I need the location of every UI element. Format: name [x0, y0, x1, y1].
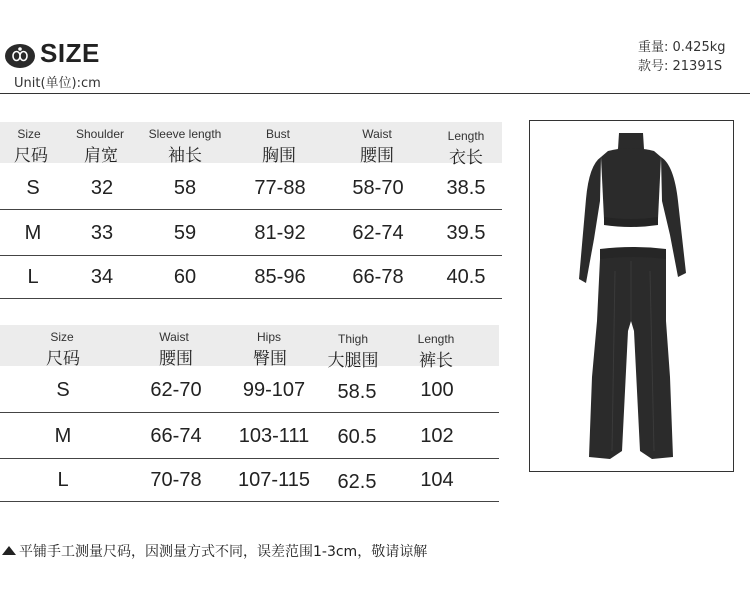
- measurement-note: [2, 541, 427, 561]
- header-en: Waist: [159, 330, 189, 344]
- header-zh: 腰围: [360, 146, 394, 166]
- table-cell: 100: [420, 379, 454, 401]
- table-cell: S: [26, 177, 40, 199]
- table-cell: 58.5: [337, 381, 377, 403]
- table-cell: 62-70: [150, 379, 202, 401]
- brand-logo-icon: [4, 42, 36, 70]
- table-cell: 58: [173, 177, 197, 199]
- header-en: Thigh: [337, 332, 369, 346]
- header-zh: 胸围: [262, 146, 296, 166]
- header-en: Waist: [362, 127, 392, 141]
- bottom-size-table: [0, 325, 499, 505]
- table-cell: 66-74: [150, 425, 202, 447]
- table-cell: 60.5: [337, 426, 377, 448]
- table-cell: 81-92: [254, 222, 306, 244]
- triangle-up-icon: [2, 546, 16, 555]
- table-cell: 40.5: [446, 266, 486, 288]
- table-cell: 38.5: [446, 177, 486, 199]
- table-cell: 107-115: [238, 469, 310, 491]
- header-en: Hips: [256, 330, 282, 344]
- table-cell: 62.5: [337, 471, 377, 493]
- table-cell: 70-78: [150, 469, 202, 491]
- table-cell: 99-107: [242, 379, 306, 401]
- table-cell: 39.5: [446, 222, 486, 244]
- table-cell: L: [27, 266, 39, 288]
- header-zh: 臀围: [253, 349, 287, 369]
- top-size-table: [0, 122, 502, 300]
- header-zh: 肩宽: [84, 146, 118, 166]
- product-photo-frame: [529, 120, 734, 472]
- outfit-illustration: [530, 121, 733, 471]
- header-zh: 大腿围: [327, 351, 379, 371]
- table-cell: 59: [173, 222, 197, 244]
- header-en: Length: [417, 332, 455, 346]
- table-cell: 85-96: [254, 266, 306, 288]
- row-divider: [0, 412, 499, 413]
- table-cell: 32: [90, 177, 114, 199]
- table-cell: S: [56, 379, 70, 401]
- table-cell: 60: [173, 266, 197, 288]
- header-zh: 尺码: [46, 349, 80, 369]
- table-cell: 66-78: [352, 266, 404, 288]
- table-cell: 58-70: [352, 177, 404, 199]
- table-cell: M: [24, 222, 42, 244]
- header-zh: 衣长: [449, 148, 483, 168]
- table-cell: 104: [420, 469, 454, 491]
- header-en: Sleeve length: [148, 127, 222, 141]
- table-cell: 34: [90, 266, 114, 288]
- row-divider: [0, 458, 499, 459]
- header-zh: 裤长: [419, 351, 453, 371]
- unit-label: Unit(单位):cm: [14, 76, 101, 91]
- row-divider: [0, 298, 502, 299]
- style-code-label: 款号: 21391S: [638, 59, 723, 74]
- row-divider: [0, 501, 499, 502]
- weight-label: 重量: 0.425kg: [638, 40, 726, 55]
- header-en: Size: [50, 330, 74, 344]
- note-text: 平铺手工测量尺码，因测量方式不同，误差范围1-3cm，敬请谅解: [19, 544, 428, 560]
- header-en: Length: [447, 129, 485, 143]
- table-cell: 33: [90, 222, 114, 244]
- header-zh: 袖长: [168, 146, 202, 166]
- table-cell: 62-74: [352, 222, 404, 244]
- row-divider: [0, 209, 502, 210]
- header-en: Size: [17, 127, 41, 141]
- table-cell: 77-88: [254, 177, 306, 199]
- header-en: Shoulder: [75, 127, 125, 141]
- page-title: SIZE: [40, 38, 100, 68]
- row-divider: [0, 255, 502, 256]
- header-zh: 尺码: [14, 146, 48, 166]
- table-cell: L: [57, 469, 69, 491]
- table-cell: 102: [420, 425, 454, 447]
- table-cell: M: [54, 425, 72, 447]
- table-cell: 103-111: [238, 425, 310, 447]
- header-divider: [0, 93, 750, 94]
- header-zh: 腰围: [159, 349, 193, 369]
- header-en: Bust: [265, 127, 291, 141]
